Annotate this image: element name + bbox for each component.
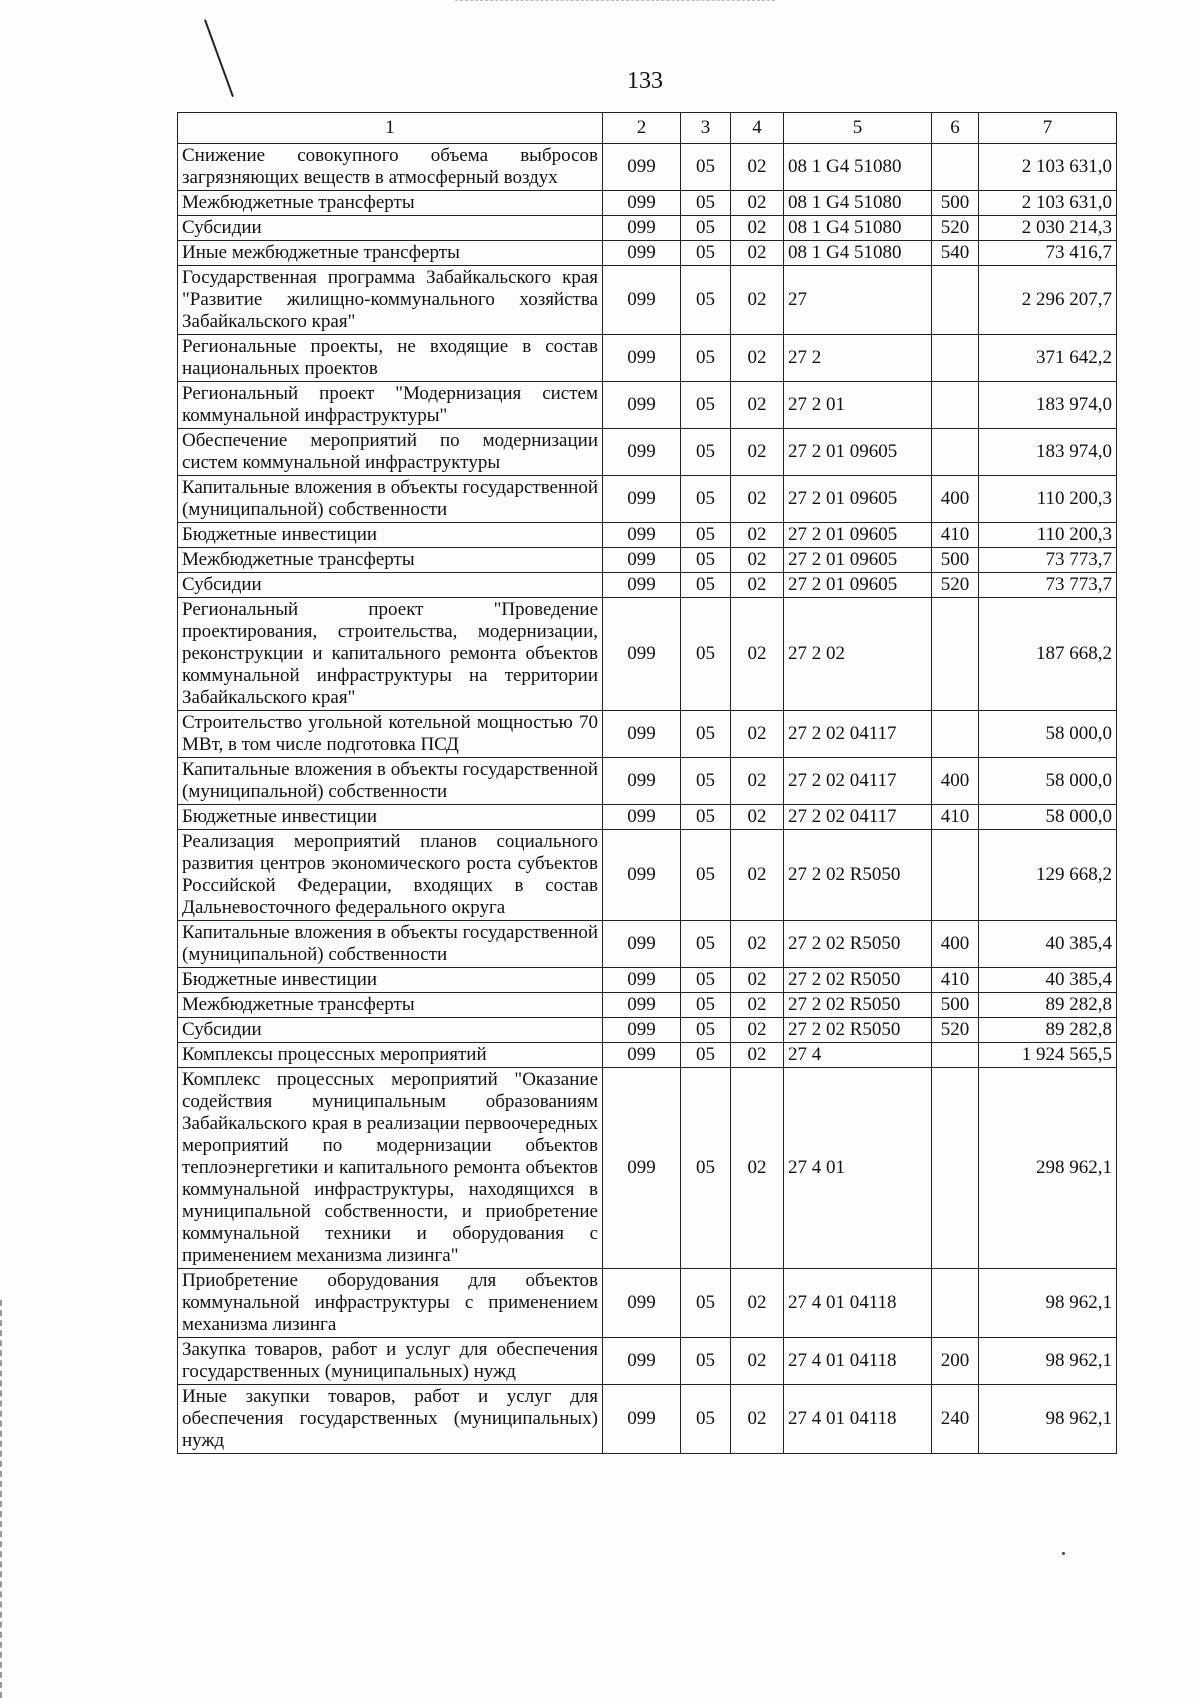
column-header: 4 bbox=[731, 113, 784, 144]
section-code-cell: 05 bbox=[681, 805, 731, 830]
section-code-cell: 05 bbox=[681, 921, 731, 968]
amount-cell: 1 924 565,5 bbox=[979, 1043, 1117, 1068]
target-article-cell: 08 1 G4 51080 bbox=[784, 191, 932, 216]
expense-type-cell bbox=[932, 830, 979, 921]
table-row bbox=[178, 1068, 1117, 1269]
admin-code-cell: 099 bbox=[603, 476, 681, 523]
amount-cell: 2 030 214,3 bbox=[979, 216, 1117, 241]
admin-code-cell: 099 bbox=[603, 241, 681, 266]
table-row bbox=[178, 216, 1117, 241]
row-name-cell: Региональный проект "Модернизация систем коммунальной инфраструктуры" bbox=[178, 382, 603, 429]
subsection-code-cell: 02 bbox=[731, 548, 784, 573]
admin-code-cell: 099 bbox=[603, 1338, 681, 1385]
target-article-cell: 27 2 02 04117 bbox=[784, 711, 932, 758]
column-header: 1 bbox=[178, 113, 603, 144]
target-article-cell: 27 2 02 R5050 bbox=[784, 993, 932, 1018]
subsection-code-cell: 02 bbox=[731, 1385, 784, 1454]
expense-type-cell: 500 bbox=[932, 548, 979, 573]
column-header: 2 bbox=[603, 113, 681, 144]
section-code-cell: 05 bbox=[681, 429, 731, 476]
amount-cell: 371 642,2 bbox=[979, 335, 1117, 382]
target-article-cell: 27 4 01 04118 bbox=[784, 1385, 932, 1454]
row-name-cell: Комплекс процессных мероприятий "Оказание содействия муниципальным образованиям Забайкальского края в реализации первоочередных мероприятий по модернизации объектов теплоэнергетики и капитального ремонта объектов коммунальной инфраструктуры, находящихся в муниципальной собственности, и приобретение коммунальной техники и оборудования с применением механизма лизинга" bbox=[178, 1068, 603, 1269]
expense-type-cell: 410 bbox=[932, 523, 979, 548]
target-article-cell: 27 bbox=[784, 266, 932, 335]
expense-type-cell: 500 bbox=[932, 993, 979, 1018]
expense-type-cell: 400 bbox=[932, 476, 979, 523]
target-article-cell: 08 1 G4 51080 bbox=[784, 216, 932, 241]
expense-type-cell: 520 bbox=[932, 216, 979, 241]
expense-type-cell: 520 bbox=[932, 1018, 979, 1043]
table-row bbox=[178, 266, 1117, 335]
row-name-cell: Бюджетные инвестиции bbox=[178, 523, 603, 548]
amount-cell: 40 385,4 bbox=[979, 968, 1117, 993]
subsection-code-cell: 02 bbox=[731, 382, 784, 429]
amount-cell: 187 668,2 bbox=[979, 598, 1117, 711]
scan-left-edge bbox=[0, 1300, 5, 1698]
subsection-code-cell: 02 bbox=[731, 216, 784, 241]
admin-code-cell: 099 bbox=[603, 216, 681, 241]
row-name-cell: Региональный проект "Проведение проектирования, строительства, модернизации, реконструкции и капитального ремонта объектов коммунальной инфраструктуры на территории Забайкальского края" bbox=[178, 598, 603, 711]
section-code-cell: 05 bbox=[681, 598, 731, 711]
subsection-code-cell: 02 bbox=[731, 598, 784, 711]
row-name-cell: Межбюджетные трансферты bbox=[178, 191, 603, 216]
section-code-cell: 05 bbox=[681, 1043, 731, 1068]
section-code-cell: 05 bbox=[681, 476, 731, 523]
admin-code-cell: 099 bbox=[603, 1269, 681, 1338]
section-code-cell: 05 bbox=[681, 548, 731, 573]
row-name-cell: Строительство угольной котельной мощностью 70 МВт, в том числе подготовка ПСД bbox=[178, 711, 603, 758]
table-row bbox=[178, 191, 1117, 216]
column-header: 6 bbox=[932, 113, 979, 144]
subsection-code-cell: 02 bbox=[731, 573, 784, 598]
table-row bbox=[178, 830, 1117, 921]
subsection-code-cell: 02 bbox=[731, 921, 784, 968]
admin-code-cell: 099 bbox=[603, 758, 681, 805]
amount-cell: 298 962,1 bbox=[979, 1068, 1117, 1269]
section-code-cell: 05 bbox=[681, 830, 731, 921]
subsection-code-cell: 02 bbox=[731, 993, 784, 1018]
target-article-cell: 27 2 01 09605 bbox=[784, 429, 932, 476]
table-row bbox=[178, 1338, 1117, 1385]
scan-edge-line bbox=[455, 0, 775, 3]
admin-code-cell: 099 bbox=[603, 830, 681, 921]
section-code-cell: 05 bbox=[681, 382, 731, 429]
expense-type-cell bbox=[932, 1043, 979, 1068]
admin-code-cell: 099 bbox=[603, 144, 681, 191]
pen-stroke-mark bbox=[204, 19, 234, 97]
target-article-cell: 27 2 02 R5050 bbox=[784, 968, 932, 993]
amount-cell: 58 000,0 bbox=[979, 711, 1117, 758]
expense-type-cell bbox=[932, 1068, 979, 1269]
target-article-cell: 27 2 01 09605 bbox=[784, 573, 932, 598]
row-name-cell: Приобретение оборудования для объектов коммунальной инфраструктуры с применением механизма лизинга bbox=[178, 1269, 603, 1338]
target-article-cell: 08 1 G4 51080 bbox=[784, 241, 932, 266]
row-name-cell: Капитальные вложения в объекты государственной (муниципальной) собственности bbox=[178, 476, 603, 523]
admin-code-cell: 099 bbox=[603, 598, 681, 711]
admin-code-cell: 099 bbox=[603, 805, 681, 830]
expense-type-cell bbox=[932, 144, 979, 191]
expense-type-cell bbox=[932, 382, 979, 429]
section-code-cell: 05 bbox=[681, 144, 731, 191]
row-name-cell: Субсидии bbox=[178, 573, 603, 598]
amount-cell: 73 773,7 bbox=[979, 573, 1117, 598]
subsection-code-cell: 02 bbox=[731, 144, 784, 191]
target-article-cell: 27 4 bbox=[784, 1043, 932, 1068]
row-name-cell: Государственная программа Забайкальского края "Развитие жилищно-коммунального хозяйства Забайкальского края" bbox=[178, 266, 603, 335]
target-article-cell: 27 2 01 09605 bbox=[784, 523, 932, 548]
section-code-cell: 05 bbox=[681, 573, 731, 598]
table-row bbox=[178, 1385, 1117, 1454]
column-header: 3 bbox=[681, 113, 731, 144]
table-row bbox=[178, 382, 1117, 429]
row-name-cell: Капитальные вложения в объекты государственной (муниципальной) собственности bbox=[178, 921, 603, 968]
expense-type-cell: 240 bbox=[932, 1385, 979, 1454]
subsection-code-cell: 02 bbox=[731, 191, 784, 216]
admin-code-cell: 099 bbox=[603, 1385, 681, 1454]
target-article-cell: 27 2 02 04117 bbox=[784, 758, 932, 805]
amount-cell: 2 103 631,0 bbox=[979, 144, 1117, 191]
section-code-cell: 05 bbox=[681, 216, 731, 241]
expense-type-cell: 400 bbox=[932, 758, 979, 805]
budget-table bbox=[177, 112, 1117, 1454]
target-article-cell: 27 2 01 09605 bbox=[784, 548, 932, 573]
subsection-code-cell: 02 bbox=[731, 429, 784, 476]
row-name-cell: Субсидии bbox=[178, 1018, 603, 1043]
table-row bbox=[178, 968, 1117, 993]
expense-type-cell: 540 bbox=[932, 241, 979, 266]
expense-type-cell bbox=[932, 598, 979, 711]
section-code-cell: 05 bbox=[681, 1385, 731, 1454]
subsection-code-cell: 02 bbox=[731, 758, 784, 805]
admin-code-cell: 099 bbox=[603, 1043, 681, 1068]
column-header: 7 bbox=[979, 113, 1117, 144]
amount-cell: 2 296 207,7 bbox=[979, 266, 1117, 335]
row-name-cell: Комплексы процессных мероприятий bbox=[178, 1043, 603, 1068]
amount-cell: 73 416,7 bbox=[979, 241, 1117, 266]
table-body bbox=[178, 144, 1117, 1454]
section-code-cell: 05 bbox=[681, 711, 731, 758]
table-row bbox=[178, 711, 1117, 758]
row-name-cell: Реализация мероприятий планов социального развития центров экономического роста субъектов Российской Федерации, входящих в состав Дальневосточного федерального округа bbox=[178, 830, 603, 921]
admin-code-cell: 099 bbox=[603, 1018, 681, 1043]
table-row bbox=[178, 241, 1117, 266]
subsection-code-cell: 02 bbox=[731, 523, 784, 548]
admin-code-cell: 099 bbox=[603, 968, 681, 993]
section-code-cell: 05 bbox=[681, 968, 731, 993]
row-name-cell: Иные межбюджетные трансферты bbox=[178, 241, 603, 266]
table-row bbox=[178, 335, 1117, 382]
admin-code-cell: 099 bbox=[603, 921, 681, 968]
admin-code-cell: 099 bbox=[603, 1068, 681, 1269]
section-code-cell: 05 bbox=[681, 241, 731, 266]
table-row bbox=[178, 758, 1117, 805]
subsection-code-cell: 02 bbox=[731, 805, 784, 830]
expense-type-cell bbox=[932, 429, 979, 476]
admin-code-cell: 099 bbox=[603, 711, 681, 758]
target-article-cell: 27 2 01 09605 bbox=[784, 476, 932, 523]
amount-cell: 2 103 631,0 bbox=[979, 191, 1117, 216]
target-article-cell: 27 2 01 bbox=[784, 382, 932, 429]
subsection-code-cell: 02 bbox=[731, 711, 784, 758]
expense-type-cell: 410 bbox=[932, 805, 979, 830]
amount-cell: 98 962,1 bbox=[979, 1269, 1117, 1338]
table-row bbox=[178, 548, 1117, 573]
admin-code-cell: 099 bbox=[603, 548, 681, 573]
row-name-cell: Бюджетные инвестиции bbox=[178, 805, 603, 830]
column-header: 5 bbox=[784, 113, 932, 144]
expense-type-cell bbox=[932, 335, 979, 382]
row-name-cell: Региональные проекты, не входящие в состав национальных проектов bbox=[178, 335, 603, 382]
scan-speck bbox=[1062, 1552, 1065, 1555]
admin-code-cell: 099 bbox=[603, 382, 681, 429]
target-article-cell: 27 4 01 04118 bbox=[784, 1338, 932, 1385]
table-row bbox=[178, 429, 1117, 476]
amount-cell: 89 282,8 bbox=[979, 993, 1117, 1018]
expense-type-cell: 520 bbox=[932, 573, 979, 598]
subsection-code-cell: 02 bbox=[731, 476, 784, 523]
table-row bbox=[178, 1018, 1117, 1043]
section-code-cell: 05 bbox=[681, 335, 731, 382]
amount-cell: 183 974,0 bbox=[979, 382, 1117, 429]
page-number: 133 bbox=[627, 68, 663, 94]
subsection-code-cell: 02 bbox=[731, 1269, 784, 1338]
table-row bbox=[178, 921, 1117, 968]
section-code-cell: 05 bbox=[681, 523, 731, 548]
row-name-cell: Бюджетные инвестиции bbox=[178, 968, 603, 993]
amount-cell: 129 668,2 bbox=[979, 830, 1117, 921]
section-code-cell: 05 bbox=[681, 1068, 731, 1269]
admin-code-cell: 099 bbox=[603, 523, 681, 548]
section-code-cell: 05 bbox=[681, 993, 731, 1018]
row-name-cell: Снижение совокупного объема выбросов загрязняющих веществ в атмосферный воздух bbox=[178, 144, 603, 191]
expense-type-cell: 200 bbox=[932, 1338, 979, 1385]
subsection-code-cell: 02 bbox=[731, 1068, 784, 1269]
table-row bbox=[178, 1043, 1117, 1068]
amount-cell: 58 000,0 bbox=[979, 805, 1117, 830]
admin-code-cell: 099 bbox=[603, 266, 681, 335]
target-article-cell: 27 4 01 04118 bbox=[784, 1269, 932, 1338]
expense-type-cell: 410 bbox=[932, 968, 979, 993]
section-code-cell: 05 bbox=[681, 191, 731, 216]
amount-cell: 58 000,0 bbox=[979, 758, 1117, 805]
row-name-cell: Межбюджетные трансферты bbox=[178, 993, 603, 1018]
admin-code-cell: 099 bbox=[603, 993, 681, 1018]
subsection-code-cell: 02 bbox=[731, 335, 784, 382]
table-row bbox=[178, 993, 1117, 1018]
target-article-cell: 27 2 02 R5050 bbox=[784, 921, 932, 968]
amount-cell: 183 974,0 bbox=[979, 429, 1117, 476]
row-name-cell: Капитальные вложения в объекты государственной (муниципальной) собственности bbox=[178, 758, 603, 805]
expense-type-cell: 400 bbox=[932, 921, 979, 968]
subsection-code-cell: 02 bbox=[731, 266, 784, 335]
table-row bbox=[178, 476, 1117, 523]
admin-code-cell: 099 bbox=[603, 335, 681, 382]
subsection-code-cell: 02 bbox=[731, 830, 784, 921]
table-row bbox=[178, 1269, 1117, 1338]
target-article-cell: 27 2 02 R5050 bbox=[784, 1018, 932, 1043]
table-row bbox=[178, 573, 1117, 598]
row-name-cell: Иные закупки товаров, работ и услуг для обеспечения государственных (муниципальных) нужд bbox=[178, 1385, 603, 1454]
subsection-code-cell: 02 bbox=[731, 1338, 784, 1385]
amount-cell: 89 282,8 bbox=[979, 1018, 1117, 1043]
target-article-cell: 27 2 bbox=[784, 335, 932, 382]
subsection-code-cell: 02 bbox=[731, 1018, 784, 1043]
row-name-cell: Обеспечение мероприятий по модернизации систем коммунальной инфраструктуры bbox=[178, 429, 603, 476]
table-header-row bbox=[178, 113, 1117, 144]
table-row bbox=[178, 598, 1117, 711]
admin-code-cell: 099 bbox=[603, 429, 681, 476]
expense-type-cell bbox=[932, 1269, 979, 1338]
expense-type-cell bbox=[932, 711, 979, 758]
amount-cell: 40 385,4 bbox=[979, 921, 1117, 968]
amount-cell: 98 962,1 bbox=[979, 1385, 1117, 1454]
amount-cell: 98 962,1 bbox=[979, 1338, 1117, 1385]
amount-cell: 110 200,3 bbox=[979, 476, 1117, 523]
target-article-cell: 27 2 02 R5050 bbox=[784, 830, 932, 921]
section-code-cell: 05 bbox=[681, 266, 731, 335]
admin-code-cell: 099 bbox=[603, 191, 681, 216]
subsection-code-cell: 02 bbox=[731, 1043, 784, 1068]
section-code-cell: 05 bbox=[681, 1269, 731, 1338]
section-code-cell: 05 bbox=[681, 1018, 731, 1043]
subsection-code-cell: 02 bbox=[731, 968, 784, 993]
subsection-code-cell: 02 bbox=[731, 241, 784, 266]
expense-type-cell bbox=[932, 266, 979, 335]
table-row bbox=[178, 144, 1117, 191]
target-article-cell: 27 2 02 bbox=[784, 598, 932, 711]
row-name-cell: Межбюджетные трансферты bbox=[178, 548, 603, 573]
section-code-cell: 05 bbox=[681, 1338, 731, 1385]
row-name-cell: Субсидии bbox=[178, 216, 603, 241]
target-article-cell: 27 2 02 04117 bbox=[784, 805, 932, 830]
row-name-cell: Закупка товаров, работ и услуг для обеспечения государственных (муниципальных) нужд bbox=[178, 1338, 603, 1385]
admin-code-cell: 099 bbox=[603, 573, 681, 598]
table-row bbox=[178, 805, 1117, 830]
section-code-cell: 05 bbox=[681, 758, 731, 805]
target-article-cell: 27 4 01 bbox=[784, 1068, 932, 1269]
table-row bbox=[178, 523, 1117, 548]
amount-cell: 110 200,3 bbox=[979, 523, 1117, 548]
amount-cell: 73 773,7 bbox=[979, 548, 1117, 573]
expense-type-cell: 500 bbox=[932, 191, 979, 216]
target-article-cell: 08 1 G4 51080 bbox=[784, 144, 932, 191]
